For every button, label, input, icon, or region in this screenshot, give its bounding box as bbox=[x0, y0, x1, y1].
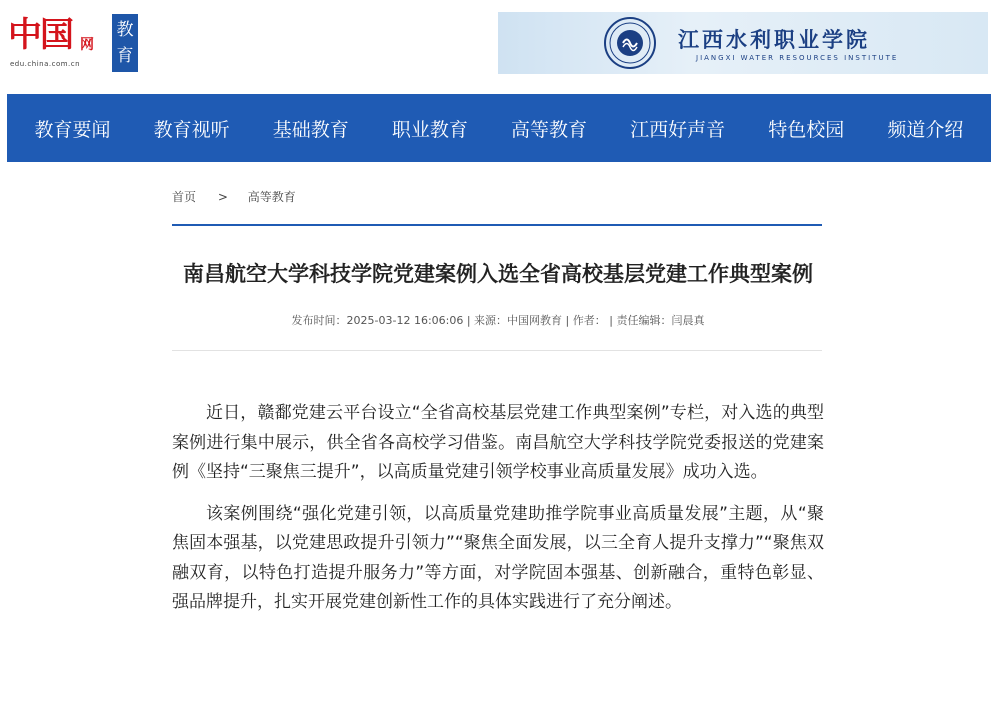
banner-school-name: 江西水利职业学院 bbox=[678, 27, 870, 52]
breadcrumb-separator: > bbox=[217, 189, 228, 204]
breadcrumb bbox=[172, 188, 824, 204]
nav-item-vocational-edu[interactable]: 职业教育 bbox=[391, 118, 468, 141]
china-com-cn-logo[interactable] bbox=[8, 12, 138, 72]
banner-school-en: JIANGXI WATER RESOURCES INSTITUTE bbox=[696, 54, 899, 62]
site-header bbox=[0, 0, 1000, 94]
article-title: 南昌航空大学科技学院党建案例入选全省高校基层党建工作典型案例 bbox=[183, 262, 813, 286]
meta-divider bbox=[172, 350, 822, 351]
nav-item-about[interactable]: 频道介绍 bbox=[887, 118, 964, 141]
logo-wang: 网 bbox=[80, 37, 94, 53]
article-container bbox=[172, 162, 824, 630]
nav-item-jiangxi-voice[interactable]: 江西好声音 bbox=[630, 118, 726, 141]
breadcrumb-divider bbox=[172, 224, 822, 226]
breadcrumb-current[interactable]: 高等教育 bbox=[247, 190, 296, 204]
main-nav bbox=[7, 94, 991, 162]
logo-text: 中国 bbox=[8, 15, 72, 55]
article-meta: 发布时间：2025-03-12 16:06:06 | 来源：中国网教育 | 作者： | 责任编辑：闫晨真 bbox=[291, 314, 705, 327]
channel-badge: 教育 bbox=[112, 14, 138, 72]
ad-banner[interactable] bbox=[498, 12, 988, 74]
nav-item-edu-news[interactable]: 教育要闻 bbox=[34, 118, 111, 141]
logo-url: edu.china.com.cn bbox=[10, 60, 81, 68]
article-paragraph: 近日，赣鄱党建云平台设立“全省高校基层党建工作典型案例”专栏，对入选的典型案例进行集中展示，供全省各高校学习借鉴。南昌航空大学科技学院党委报送的党建案例《坚持“三聚焦三提升”，以高质量党建引领学校事业高质量发展》成功入选。 bbox=[172, 403, 824, 482]
article-body bbox=[172, 399, 824, 618]
school-seal-icon bbox=[603, 16, 657, 70]
nav-item-basic-edu[interactable]: 基础教育 bbox=[272, 118, 349, 141]
nav-item-edu-video[interactable]: 教育视听 bbox=[153, 118, 230, 141]
breadcrumb-home[interactable]: 首页 bbox=[172, 190, 197, 204]
article-paragraph: 该案例围绕“强化党建引领，以高质量党建助推学院事业高质量发展”主题，从“聚焦固本强基，以党建思政提升引领力”“聚焦全面发展，以三全育人提升支撑力”“聚焦双融双育，以特色打造提升服务力”等方面，对学院固本强基、创新融合，重特色彰显、强品牌提升，扎实开展党建创新性工作的具体实践进行了充分阐述。 bbox=[172, 503, 824, 612]
nav-item-campus[interactable]: 特色校园 bbox=[768, 118, 845, 141]
nav-item-higher-edu[interactable]: 高等教育 bbox=[511, 118, 588, 141]
